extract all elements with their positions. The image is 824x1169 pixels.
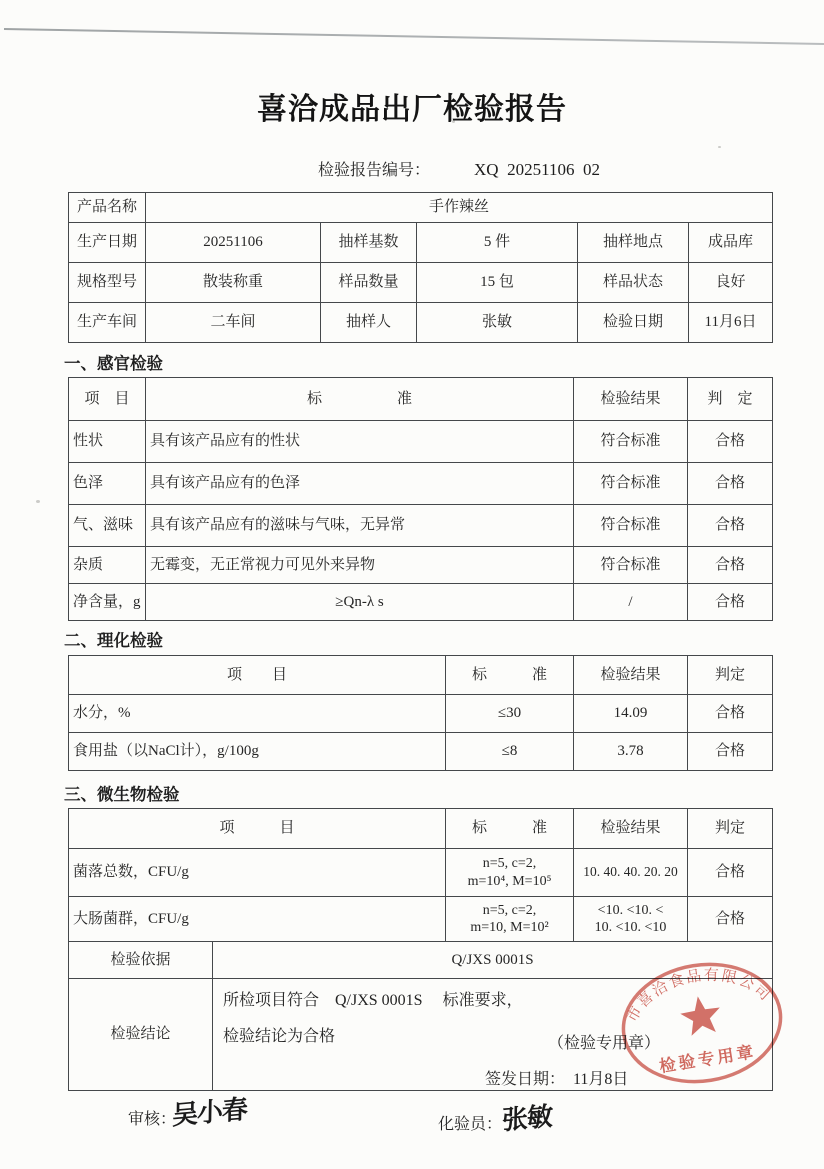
- conclusion-line2: 检验结论为合格: [223, 1028, 336, 1045]
- standard-cell: 具有该产品应有的色泽: [146, 463, 574, 505]
- col-header-item: 项 目: [69, 809, 446, 849]
- standard-cell: ≤30: [446, 695, 574, 733]
- basis-value: Q/JXS 0001S: [213, 942, 773, 979]
- item-cell: 大肠菌群，CFU/g: [69, 897, 446, 942]
- standard-line2: m=10, M=10²: [470, 920, 549, 935]
- judge-cell: 合格: [688, 547, 773, 584]
- sign-date-value: 11月8日: [573, 1071, 629, 1088]
- result-cell: 14.09: [574, 695, 688, 733]
- item-cell: 色泽: [69, 463, 146, 505]
- standard-cell: 无霉变，无正常视力可见外来异物: [146, 547, 574, 584]
- physchem-table: [68, 655, 773, 771]
- table-row: [69, 547, 773, 584]
- table-row: [69, 695, 773, 733]
- info-label: 检验日期: [578, 303, 689, 343]
- col-header-result: 检验结果: [574, 656, 688, 695]
- table-row: [69, 263, 773, 303]
- item-cell: 食用盐（以NaCl计），g/100g: [69, 733, 446, 771]
- item-cell: 菌落总数，CFU/g: [69, 849, 446, 897]
- col-header-result: 检验结果: [574, 809, 688, 849]
- info-label: 样品状态: [578, 263, 689, 303]
- seal-note: （检验专用章）: [548, 1035, 661, 1052]
- standard-line2: m=10⁴, M=10⁵: [467, 873, 552, 889]
- result-line2: 10. <10. <10: [594, 920, 667, 935]
- info-value: 张敏: [417, 303, 578, 343]
- stamp-bottom-text: 检验专用章: [658, 1042, 758, 1077]
- info-value: 11月6日: [689, 303, 773, 343]
- col-header-result: 检验结果: [574, 378, 688, 421]
- section-heading-micro: 三、微生物检验: [64, 785, 180, 804]
- table-row: [69, 584, 773, 621]
- result-cell: 符合标准: [574, 505, 688, 547]
- info-label: 抽样地点: [578, 223, 689, 263]
- info-label-product: 产品名称: [69, 193, 146, 223]
- section-heading-sensory: 一、感官检验: [64, 354, 163, 373]
- standard-cell: 具有该产品应有的性状: [146, 421, 574, 463]
- result-cell: 符合标准: [574, 421, 688, 463]
- standard-cell: [446, 849, 574, 897]
- section-heading-physchem: 二、理化检验: [64, 631, 163, 650]
- conclusion-line1: 所检项目符合 Q/JXS 0001S 标准要求，: [223, 992, 523, 1009]
- result-cell: 3.78: [574, 733, 688, 771]
- standard-cell: 具有该产品应有的滋味与气味，无异常: [146, 505, 574, 547]
- info-label: 抽样基数: [321, 223, 417, 263]
- scan-edge-artifact: [4, 28, 824, 45]
- table-row: [69, 733, 773, 771]
- table-header-row: [69, 378, 773, 421]
- table-row: [69, 193, 773, 223]
- report-title: 喜洽成品出厂检验报告: [257, 93, 567, 126]
- judge-cell: 合格: [688, 505, 773, 547]
- table-row: [69, 505, 773, 547]
- report-number-label: 检验报告编号：: [318, 162, 431, 179]
- info-value: 散装称重: [146, 263, 321, 303]
- review-signature: 吴小春: [171, 1094, 248, 1131]
- judge-cell: 合格: [688, 584, 773, 621]
- result-cell: 符合标准: [574, 463, 688, 505]
- table-row: [69, 223, 773, 263]
- col-header-judge: 判 定: [688, 378, 773, 421]
- inspection-stamp: [612, 948, 792, 1098]
- table-header-row: [69, 809, 773, 849]
- info-value: 二车间: [146, 303, 321, 343]
- tester-label: 化验员：: [438, 1116, 503, 1133]
- info-label: 抽样人: [321, 303, 417, 343]
- info-label: 生产车间: [69, 303, 146, 343]
- result-cell: [574, 897, 688, 942]
- standard-cell: ≥Qn-λ s: [146, 584, 574, 621]
- standard-line1: n=5, c=2,: [482, 902, 537, 918]
- product-info-table: [68, 192, 773, 343]
- item-cell: 杂质: [69, 547, 146, 584]
- review-label: 审核：: [128, 1111, 177, 1128]
- info-value: 5 件: [417, 223, 578, 263]
- judge-cell: 合格: [688, 733, 773, 771]
- standard-cell: ≤8: [446, 733, 574, 771]
- item-cell: 净含量，g: [69, 584, 146, 621]
- info-value: 15 包: [417, 263, 578, 303]
- table-row: [69, 421, 773, 463]
- info-label: 生产日期: [69, 223, 146, 263]
- paper-speck: [718, 146, 721, 148]
- item-cell: 气、滋味: [69, 505, 146, 547]
- judge-cell: 合格: [688, 421, 773, 463]
- basis-label: 检验依据: [69, 942, 213, 979]
- table-row: [69, 463, 773, 505]
- col-header-judge: 判定: [688, 809, 773, 849]
- table-row: [69, 897, 773, 942]
- info-value: 20251106: [146, 223, 321, 263]
- result-line1: <10. <10. <: [597, 902, 664, 918]
- stamp-star-icon: [678, 993, 723, 1037]
- sensory-table: [68, 377, 773, 621]
- col-header-standard: 标 准: [146, 378, 574, 421]
- conclusion-label: 检验结论: [69, 979, 213, 1091]
- judge-cell: 合格: [688, 463, 773, 505]
- judge-cell: 合格: [688, 849, 773, 897]
- info-label: 样品数量: [321, 263, 417, 303]
- standard-line1: n=5, c=2,: [482, 856, 537, 871]
- col-header-standard: 标 准: [446, 809, 574, 849]
- table-row: [69, 303, 773, 343]
- report-number-row: [318, 157, 600, 180]
- info-label: 规格型号: [69, 263, 146, 303]
- judge-cell: 合格: [688, 695, 773, 733]
- col-header-standard: 标 准: [446, 656, 574, 695]
- result-cell: 符合标准: [574, 547, 688, 584]
- result-cell: 10. 40. 40. 20. 20: [574, 849, 688, 897]
- table-header-row: [69, 656, 773, 695]
- info-value: 成品库: [689, 223, 773, 263]
- sign-date-label: 签发日期：: [485, 1071, 566, 1088]
- stamp-arc-text: 市喜洽食品有限公司: [624, 967, 775, 1025]
- judge-cell: 合格: [688, 897, 773, 942]
- standard-cell: [446, 897, 574, 942]
- col-header-item: 项 目: [69, 656, 446, 695]
- tester-signature: 张敏: [501, 1101, 553, 1136]
- item-cell: 性状: [69, 421, 146, 463]
- paper-speck: [36, 500, 40, 503]
- info-value-product: 手作辣丝: [146, 193, 773, 223]
- col-header-item: 项 目: [69, 378, 146, 421]
- item-cell: 水分，%: [69, 695, 446, 733]
- info-value: 良好: [689, 263, 773, 303]
- report-number-value: XQ 20251106 02: [474, 160, 600, 179]
- table-row: [69, 849, 773, 897]
- result-cell: /: [574, 584, 688, 621]
- col-header-judge: 判定: [688, 656, 773, 695]
